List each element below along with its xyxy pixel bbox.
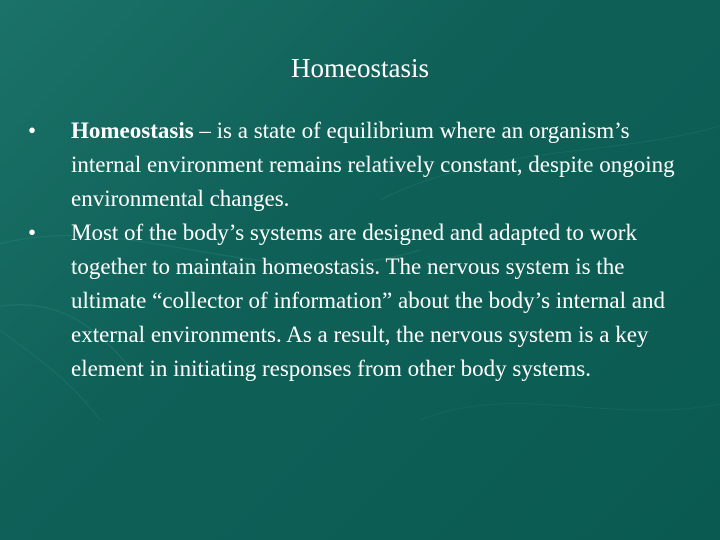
bullet-marker: • [28,220,37,245]
bullet-item-homeostasis-definition [28,114,678,216]
bullet-list [28,114,678,386]
bullet-text: Most of the body’s systems are designed and adapted to work together to maintain homeostasis. The nervous system is the ultimate “collector of information” about the body’s internal and external environments. As a result, the nervous system is a key element in initiating responses from other body systems. [71,220,665,381]
bullet-term: Homeostasis [71,118,194,143]
bullet-item-body-systems [28,216,678,386]
slide-title: Homeostasis [291,53,429,83]
bullet-text: – is a state of equilibrium where an organism’s internal environment remains relatively constant, despite ongoing environmental changes. [71,118,675,211]
bullet-marker: • [28,118,37,143]
